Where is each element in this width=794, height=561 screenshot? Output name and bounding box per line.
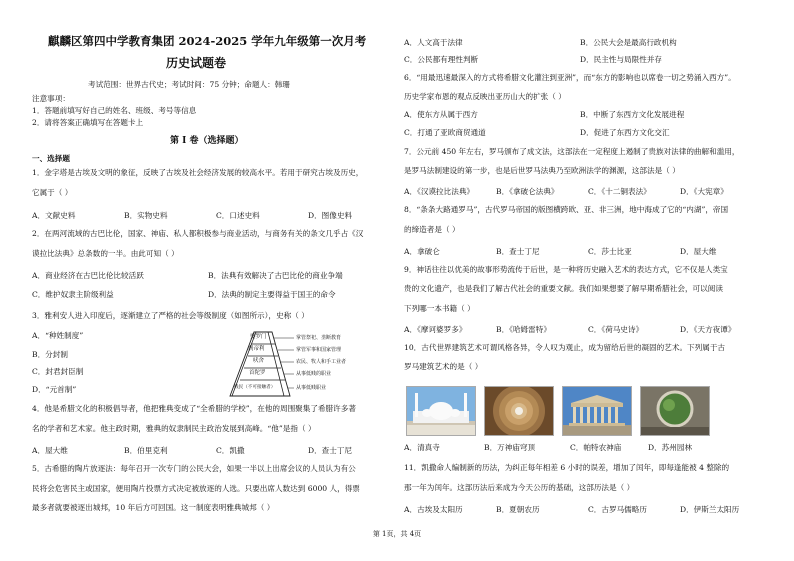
question-5-stem-3: 最多者就要被逐出城邦，10 年后方可回国。这一制度表明雅典城邦（ ） [32, 503, 275, 512]
q3-option-d: D．“元首制” [32, 385, 77, 394]
question-9-stem: 9．神话往往以优美的故事形势流传于后世，是一种将历史融入艺术的表达方式，它不仅是人类宝 [404, 265, 728, 274]
q4-option-c: C．凯撒 [216, 446, 245, 455]
question-4-stem-2: 名的学者和艺术家。他主政时期，雅典的奴隶制民主政治发展到高峰。“他”是指（ ） [32, 424, 316, 433]
question-1-stem: 1．金字塔是古埃及文明的象征，反映了古埃及社会经济发展的较高水平。若用于研究古埃及历史， [32, 168, 364, 177]
caste-note-2: 掌管军事和国家管理 [296, 347, 342, 353]
parthenon-photo [562, 386, 632, 436]
caste-level-4: 首陀罗 [249, 370, 266, 376]
q9-option-c: C．《荷马史诗》 [588, 325, 644, 334]
question-5-stem-2: 民将会危害民主或国家，便用陶片投票方式决定被放逐的人选。只要出席人数达到 6000 人，得票 [32, 484, 360, 493]
caste-pyramid-figure [228, 330, 378, 398]
caste-level-2: 刹帝利 [248, 346, 265, 352]
section-heading: 一、选择题 [32, 154, 70, 163]
q7-option-d: D．《大宪章》 [680, 187, 728, 196]
question-5-stem: 5．古希腊的陶片放逐法：每年召开一次专门的公民大会，如果一半以上出席会议的人员认为有公 [32, 464, 356, 473]
caste-note-4: 从事低贱的职业 [296, 371, 332, 377]
q2-option-c: C．维护奴隶主阶级利益 [32, 290, 114, 299]
q11-option-d: D．伊斯兰太阳历 [680, 505, 740, 514]
q10-option-a: A．清真寺 [404, 443, 440, 452]
q8-option-d: D．屋大维 [680, 247, 717, 256]
q3-option-b: B．分封制 [32, 350, 68, 359]
q8-option-b: B．查士丁尼 [496, 247, 540, 256]
q6-option-c: C．打通了亚欧商贸通道 [404, 128, 486, 137]
page-footer: 第 1页，共 4页 [372, 530, 422, 538]
caste-level-1: 婆罗门 [250, 334, 267, 340]
q5-option-a: A．人文高于法律 [404, 38, 463, 47]
q3-option-c: C．封君封臣制 [32, 367, 84, 376]
q5-option-b: B．公民大会是最高行政机构 [580, 38, 677, 47]
question-7-stem: 7．公元前 450 年左右，罗马颁布了成文法，这部法在一定程度上遏制了贵族对法律的曲解和滥用， [404, 147, 740, 156]
q4-option-b: B．伯里克利 [124, 446, 168, 455]
q2-option-b: B．法典有效解决了古巴比伦的商业争端 [208, 271, 343, 280]
q2-option-a: A．商业经济在古巴比伦比较活跃 [32, 271, 144, 280]
question-7-stem-2: 是罗马法制建设的第一步，也是后世罗马法典乃至欧洲法学的渊源，这部法是（ ） [404, 166, 680, 175]
q11-option-b: B．夏朝农历 [496, 505, 540, 514]
question-10-stem: 10．古代世界建筑艺术可谓风格各异，令人叹为观止，成为留给后世的凝固的艺术。下列属于古 [404, 343, 726, 352]
question-2-stem: 2．在两河流域的古巴比伦，国家、神庙、私人都积极参与商业活动，与商务有关的条文几乎占《汉 [32, 229, 364, 238]
question-4-stem: 4．他是希腊文化的积极倡导者，他把雅典变成了“全希腊的学校”，在他的周围聚集了希腊许多著 [32, 404, 356, 413]
question-11-stem-2: 那一年为闰年。这部历法后来成为今天公历的基础，这部历法是（ ） [404, 483, 635, 492]
question-1-stem-2: 它属于（ ） [32, 188, 73, 197]
question-3-stem: 3．雅利安人进入印度后，逐渐建立了严格的社会等级制度（如图所示），史称（ ） [32, 311, 309, 320]
q8-option-a: A．拿破仑 [404, 247, 440, 256]
q1-option-d: D．图像史料 [308, 211, 353, 220]
q5-option-c: C．公民都有理性判断 [404, 55, 479, 64]
q1-option-b: B．实物史料 [124, 211, 168, 220]
q11-option-c: C．古罗马儒略历 [588, 505, 647, 514]
q10-option-b: B．万神庙穹顶 [484, 443, 536, 452]
caste-note-5: 从事低贱职业 [296, 385, 327, 391]
caste-level-3: 吠舍 [253, 358, 265, 364]
q4-option-a: A．屋大维 [32, 446, 68, 455]
notice-item-2: 2．请将答案正确填写在答题卡上 [32, 118, 144, 127]
q9-option-d: D．《天方夜谭》 [680, 325, 736, 334]
question-9-stem-2: 贵的文化遗产，也是我们了解古代社会的重要文献。我们如果想要了解早期希腊社会，可以阅读 [404, 284, 723, 293]
q1-option-a: A．文献史料 [32, 211, 76, 220]
caste-note-1: 掌管祭祀、垄断教育 [296, 335, 342, 341]
q6-option-d: D．促进了东西方文化交汇 [580, 128, 670, 137]
q11-option-a: A．古埃及太阳历 [404, 505, 463, 514]
suzhou-garden-photo [640, 386, 710, 436]
q2-option-d: D．法典的制定主要得益于国王的命令 [208, 290, 336, 299]
q4-option-d: D．查士丁尼 [308, 446, 353, 455]
caste-level-5: 贱民（不可接触者） [234, 385, 276, 390]
question-6-stem-2: 历史学家布恩的观点反映出亚历山大的扩张（ ） [404, 92, 566, 101]
mosque-photo [406, 386, 476, 436]
notice-heading: 注意事项： [32, 94, 70, 103]
exam-info: 考试范围：世界古代史；考试时间：75 分钟；命题人：韩珊 [88, 80, 290, 89]
q7-option-a: A．《汉谟拉比法典》 [404, 187, 475, 196]
q5-option-d: D．民主性与局限性并存 [580, 55, 663, 64]
notice-item-1: 1．答题前填写好自己的姓名、班级、考号等信息 [32, 106, 197, 115]
question-9-stem-3: 下列哪一本书籍（ ） [404, 304, 475, 313]
question-8-stem: 8．“条条大路通罗马”，古代罗马帝国的版图横跨欧、亚、非三洲，地中海成了它的“内湖”，帝国 [404, 205, 729, 214]
caste-note-3: 农民、牧人和手工业者 [296, 359, 347, 365]
q10-option-d: D．苏州园林 [648, 443, 693, 452]
q6-option-a: A．使东方从属于西方 [404, 110, 478, 119]
q7-option-b: B．《拿破仑法典》 [496, 187, 559, 196]
exam-title: 麒麟区第四中学教育集团 2024-2025 学年九年级第一次月考 [48, 34, 367, 48]
q9-option-b: B．《哈姆雷特》 [496, 325, 551, 334]
q8-option-c: C．莎士比亚 [588, 247, 632, 256]
q9-option-a: A．《摩诃婆罗多》 [404, 325, 467, 334]
question-10-stem-2: 罗马建筑艺术的是（ ） [404, 362, 483, 371]
question-11-stem: 11．凯撒命人编制新的历法，为纠正每年相差 6 小时的误差，增加了闰年，即每逢能被 4 整除的 [404, 463, 730, 472]
q6-option-b: B．中断了东西方文化发展进程 [580, 110, 685, 119]
question-2-stem-2: 谟拉比法典》总条数的一半。由此可知（ ） [32, 249, 179, 258]
q1-option-c: C．口述史料 [216, 211, 260, 220]
question-8-stem-2: 的缔造者是（ ） [404, 225, 460, 234]
q3-option-a: A．“种姓制度” [32, 331, 84, 340]
exam-subtitle: 历史试题卷 [166, 56, 227, 70]
q7-option-c: C．《十二铜表法》 [588, 187, 651, 196]
part-heading: 第 I 卷（选择题） [170, 136, 244, 146]
question-6-stem: 6．“用最迅速最深入的方式将希腊文化灌注到亚洲”，而“东方的影响也以席卷一切之势涌入西方”。 [404, 73, 736, 82]
q10-option-c: C．帕特农神庙 [570, 443, 622, 452]
pantheon-dome-photo [484, 386, 554, 436]
